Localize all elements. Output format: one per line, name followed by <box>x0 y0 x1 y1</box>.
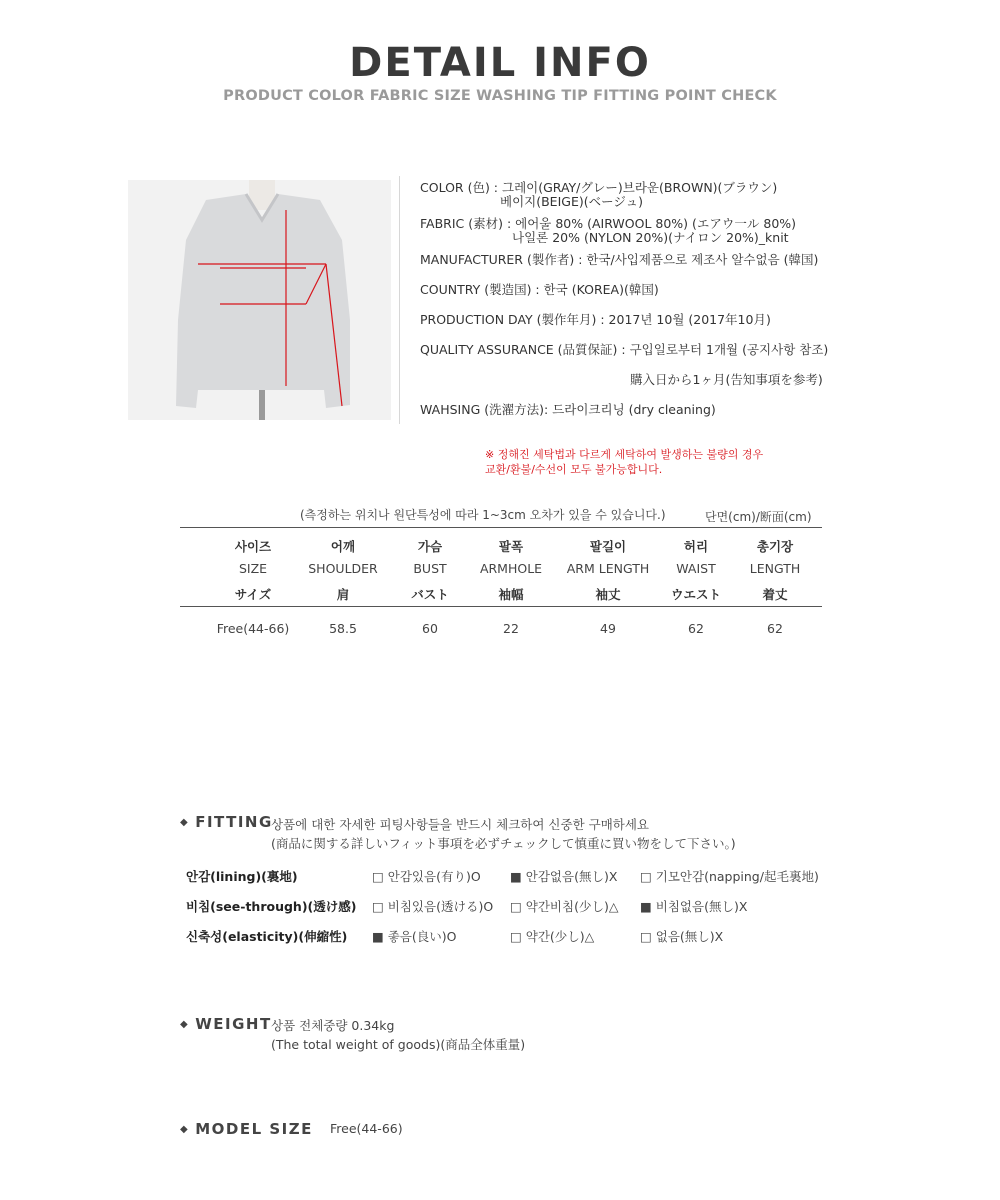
quality-info-2: 購入日から1ヶ月(告知事項を参考) <box>630 372 823 387</box>
table-top-rule <box>180 527 822 528</box>
weight-heading-label: WEIGHT <box>195 1015 272 1033</box>
divider <box>399 176 400 424</box>
fit-lining-label: 안감(lining)(裏地) <box>186 869 298 884</box>
production-day-info: PRODUCTION DAY (製作年月) : 2017년 10월 (2017年10月) <box>420 312 771 327</box>
weight-heading: ◆ WEIGHT <box>180 1015 272 1033</box>
data-cell-5: 62 <box>688 621 704 636</box>
fitting-heading-label: FITTING <box>195 813 273 831</box>
header-jp-3: 袖幅 <box>498 587 524 602</box>
header-kr-2: 가슴 <box>417 539 443 554</box>
header-kr-4: 팔길이 <box>589 539 627 554</box>
table-mid-rule <box>180 606 822 607</box>
header-en-5: WAIST <box>676 561 716 576</box>
model-size-value: Free(44-66) <box>330 1121 403 1136</box>
fit-elasticity-opt-3: □ 없음(無し)X <box>640 929 724 944</box>
header-jp-1: 肩 <box>336 587 350 602</box>
fit-seethrough-opt-2: □ 약간비침(少し)△ <box>510 899 619 914</box>
fit-seethrough-label: 비침(see-through)(透け感) <box>186 899 357 914</box>
header-kr-0: 사이즈 <box>234 539 272 554</box>
measure-note: (측정하는 위치나 원단특성에 따라 1~3cm 오차가 있을 수 있습니다.) <box>300 508 666 522</box>
header-kr-5: 허리 <box>683 539 709 554</box>
fit-lining-opt-3: □ 기모안감(napping/起毛裏地) <box>640 869 819 884</box>
fit-seethrough-opt-1: □ 비침있음(透ける)O <box>372 899 494 914</box>
data-cell-0: Free(44-66) <box>216 621 290 636</box>
page-title: DETAIL INFO <box>349 40 651 86</box>
fit-elasticity-opt-2: □ 약간(少し)△ <box>510 929 595 944</box>
header-jp-0: サイズ <box>234 587 272 602</box>
data-cell-1: 58.5 <box>329 621 357 636</box>
manufacturer-info: MANUFACTURER (製作者) : 한국/사입제품으로 제조사 알수없음 (韓国) <box>420 252 819 267</box>
header-en-2: BUST <box>413 561 447 576</box>
data-cell-6: 62 <box>767 621 783 636</box>
country-info: COUNTRY (製造国) : 한국 (KOREA)(韓国) <box>420 282 659 297</box>
quality-info: QUALITY ASSURANCE (品質保証) : 구입일로부터 1개월 (공지사항 참조) <box>420 342 829 357</box>
fabric-info-2: 나일론 20% (NYLON 20%)(ナイロン 20%)_knit <box>512 230 789 245</box>
data-cell-2: 60 <box>422 621 438 636</box>
header-en-0: SIZE <box>238 561 268 576</box>
header-jp-5: ウエスト <box>670 587 721 602</box>
header-jp-2: バスト <box>411 587 449 602</box>
fit-lining-opt-2: ■ 안감없음(無し)X <box>510 869 618 884</box>
header-jp-6: 着丈 <box>762 587 788 602</box>
header-kr-1: 어깨 <box>330 539 356 554</box>
header-kr-6: 총기장 <box>756 539 794 554</box>
fit-elasticity-opt-1: ■ 좋음(良い)O <box>372 929 457 944</box>
washing-info: WAHSING (洗濯方法): 드라이크리닝 (dry cleaning) <box>420 402 716 417</box>
washing-notice <box>485 447 763 477</box>
fitting-desc-1: 상품에 대한 자세한 피팅사항들을 반드시 체크하여 신중한 구매하세요 <box>271 817 649 832</box>
notice-line-1: ※ 정해진 세탁법과 다르게 세탁하여 발생하는 불량의 경우 <box>485 448 764 461</box>
fitting-desc-2: (商品に関する詳しいフィット事項を必ずチェックして慎重に買い物をして下さい。) <box>271 836 736 851</box>
fitting-heading: ◆ FITTING <box>180 813 273 831</box>
header-en-4: ARM LENGTH <box>566 561 650 576</box>
fabric-info: FABRIC (素材) : 에어울 80% (AIRWOOL 80%) (エアウ一ル 80%) <box>420 216 797 231</box>
color-info: COLOR (色) : 그레이(GRAY/グレー)브라운(BROWN)(ブラウン) <box>420 180 778 195</box>
header-en-6: LENGTH <box>749 561 801 576</box>
weight-line-2: (The total weight of goods)(商品全体重量) <box>271 1037 526 1052</box>
model-size-heading-label: MODEL SIZE <box>195 1120 313 1138</box>
notice-line-2: 교환/환불/수선이 모두 불가능합니다. <box>485 463 663 476</box>
model-size-heading: ◆ MODEL SIZE <box>180 1120 313 1138</box>
fit-lining-opt-1: □ 안감있음(有り)O <box>372 869 481 884</box>
fit-seethrough-opt-3: ■ 비침없음(無し)X <box>640 899 748 914</box>
fit-elasticity-label: 신축성(elasticity)(伸縮性) <box>186 929 348 944</box>
product-photo <box>128 180 391 420</box>
weight-line-1: 상품 전체중량 0.34kg <box>271 1018 395 1033</box>
header-en-1: SHOULDER <box>308 561 378 576</box>
color-info-2: 베이지(BEIGE)(ベージュ) <box>500 194 643 209</box>
header-kr-3: 팔폭 <box>498 539 524 554</box>
data-cell-3: 22 <box>503 621 519 636</box>
header-en-3: ARMHOLE <box>479 561 543 576</box>
header-jp-4: 袖丈 <box>595 587 621 602</box>
unit-note: 단면(cm)/断面(cm) <box>705 510 812 524</box>
sweater-illustration <box>128 180 391 420</box>
page-subtitle: PRODUCT COLOR FABRIC SIZE WASHING TIP FITTING POINT CHECK <box>223 88 777 104</box>
data-cell-4: 49 <box>600 621 616 636</box>
